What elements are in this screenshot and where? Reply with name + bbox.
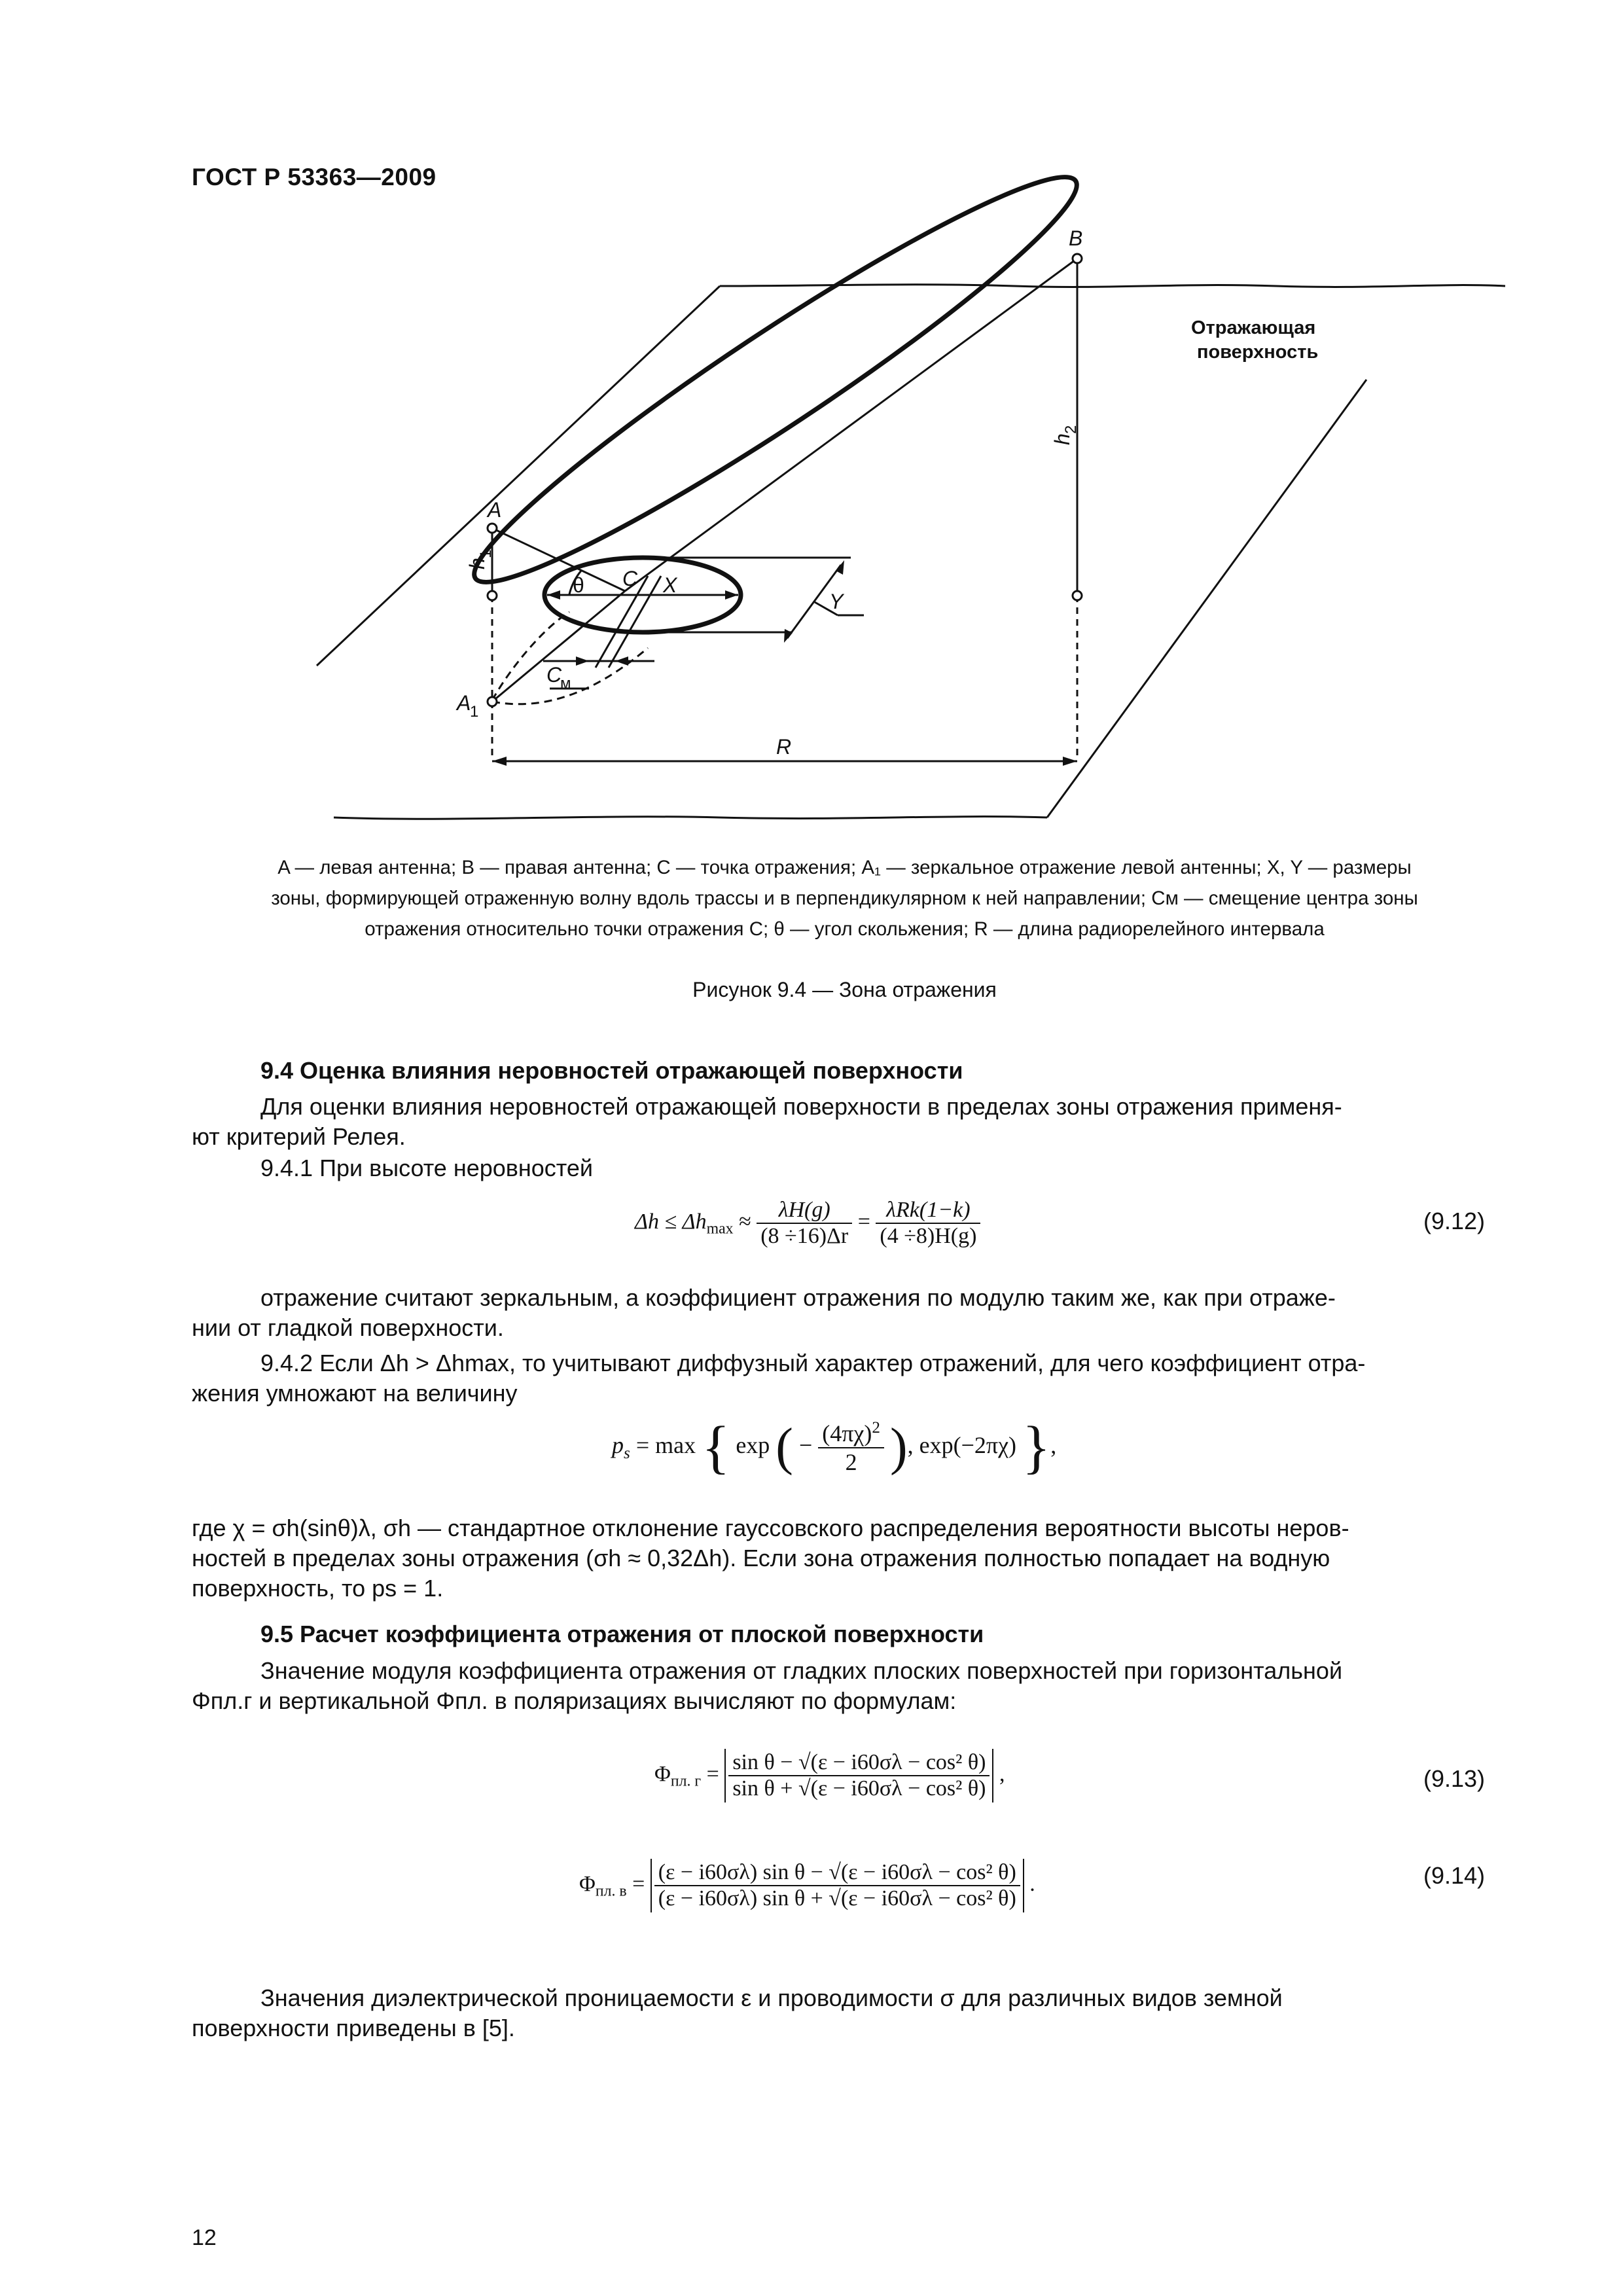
eq912-lhs: Δh ≤ Δh <box>635 1209 707 1234</box>
ground-wavy-bottom <box>334 817 1047 819</box>
s95-p2-line2: поверхности приведены в [5]. <box>192 2015 515 2041</box>
eq912-f2-den: (4 ÷8)H(g) <box>880 1224 977 1248</box>
equation-9-14 <box>579 1859 1035 1912</box>
equation-9-13 <box>654 1749 1005 1803</box>
label-r: R <box>776 735 792 759</box>
legend-line-2: зоны, формирующей отраженную волну вдоль трассы и в перпендикулярном к ней направлении; Cм — смещение центра зоны <box>271 888 1418 909</box>
figure-caption: Рисунок 9.4 — Зона отражения <box>692 978 997 1001</box>
x-arrow-left <box>547 590 560 600</box>
eq913-den: sin θ + √(ε − i60σλ − cos² θ) <box>732 1776 986 1801</box>
section-9-5-title: 9.5 Расчет коэффициента отражения от плоской поверхности <box>260 1621 984 1647</box>
y-arrow-bottom <box>784 629 793 643</box>
eq912-f2-num: λRk(1−k) <box>876 1198 980 1224</box>
equation-9-12 <box>635 1198 980 1249</box>
eq912-eq: = <box>857 1209 870 1234</box>
eq913-lhs: Φ <box>654 1761 671 1786</box>
ps-lhs: p <box>612 1431 624 1458</box>
label-a1: A <box>457 691 471 715</box>
ps-brace-close: } <box>1022 1415 1051 1480</box>
eq912-frac1 <box>757 1198 852 1249</box>
label-surface-1: Отражающая <box>1191 317 1316 338</box>
s95-p1-line2: Φпл.г и вертикальной Φпл. в поляризациях вычисляют по формулам: <box>192 1687 957 1714</box>
dashed-image-path <box>492 612 569 700</box>
eq914-tail: . <box>1029 1871 1035 1896</box>
section-9-4-title: 9.4 Оценка влияния неровностей отражающей поверхности <box>260 1057 963 1084</box>
fresnel-ellipsoid <box>450 141 1102 617</box>
equation-ps <box>612 1414 1056 1481</box>
s95-p1-line1: Значение модуля коэффициента отражения от гладких плоских поверхностей при горизонтальной <box>260 1657 1343 1684</box>
eq913-lhs-sub: пл. г <box>670 1772 702 1790</box>
eq912-lhs-sub: max <box>706 1220 734 1238</box>
antenna-a-base <box>488 591 497 600</box>
ray-c-to-b <box>625 259 1077 591</box>
s94-p1-line1: Для оценки влияния неровностей отражающей поверхности в пределах зоны отражения применя- <box>260 1093 1342 1120</box>
eq912-approx: ≈ <box>739 1209 751 1234</box>
surface-left-edge <box>317 286 720 666</box>
s94-p5-line1: где χ = σh(sinθ)λ, σh — стандартное отклонение гауссовского распределения вероятности высоты неров- <box>192 1515 1349 1541</box>
s94-p2: 9.4.1 При высоте неровностей <box>260 1155 594 1181</box>
s94-p3-line2: нии от гладкой поверхности. <box>192 1314 504 1341</box>
s94-p4-line2: жения умножают на величину <box>192 1380 518 1407</box>
label-a: A <box>488 498 502 522</box>
document-header: ГОСТ Р 53363—2009 <box>192 164 437 190</box>
antenna-a1-point <box>488 697 497 706</box>
eq913-num: sin θ − √(ε − i60σλ − cos² θ) <box>728 1750 990 1776</box>
label-y: Y <box>829 590 844 613</box>
eq914-eq: = <box>632 1871 645 1896</box>
eq914-lhs-sub: пл. в <box>595 1882 627 1900</box>
s94-p5-line3: поверхность, то ps = 1. <box>192 1575 444 1602</box>
label-surface-2: поверхность <box>1197 342 1319 363</box>
cm-arrow-left <box>576 656 589 666</box>
surface-right-edge <box>1047 380 1366 817</box>
eq914-frac <box>651 1859 1024 1912</box>
s94-p1-line2: ют критерий Релея. <box>192 1123 406 1150</box>
eq913-number: (9.13) <box>1423 1765 1486 1792</box>
x-arrow-right <box>725 590 738 600</box>
label-cm-sub: м <box>560 675 571 692</box>
label-h1-sub: 1 <box>477 549 495 558</box>
eq913-frac <box>724 1749 993 1803</box>
label-h2-sub: 2 <box>1062 425 1080 434</box>
antenna-b-base <box>1073 591 1082 600</box>
s94-p4-line1: 9.4.2 Если Δh > Δhmax, то учитывают диффузный характер отражений, для чего коэффициент отра- <box>260 1350 1366 1376</box>
ps-minus: − <box>798 1431 813 1458</box>
label-a1-sub: 1 <box>470 703 479 721</box>
antenna-a-point <box>488 524 497 533</box>
figure-legend <box>192 852 1497 944</box>
eq913-tail: , <box>999 1761 1005 1786</box>
label-x: X <box>663 573 677 597</box>
label-theta: θ <box>573 573 584 597</box>
label-h2: h <box>1050 433 1074 445</box>
ps-lhs-sub: s <box>624 1444 630 1462</box>
eq912-f1-den: (8 ÷16)Δr <box>760 1224 849 1248</box>
page-number: 12 <box>192 2225 217 2250</box>
r-arrow-left <box>492 757 507 766</box>
ps-den: 2 <box>845 1449 857 1475</box>
ps-exp1: exp <box>736 1431 770 1458</box>
eq914-num: (ε − i60σλ) sin θ − √(ε − i60σλ − cos² θ) <box>654 1860 1020 1886</box>
label-cm: C <box>546 663 562 687</box>
r-arrow-right <box>1063 757 1077 766</box>
label-b: B <box>1069 226 1083 250</box>
eq912-frac2 <box>876 1198 980 1249</box>
ps-num: (4πχ) <box>822 1420 872 1446</box>
ps-tail: , <box>1050 1431 1057 1458</box>
eq914-den: (ε − i60σλ) sin θ + √(ε − i60σλ − cos² θ) <box>658 1886 1016 1910</box>
ps-exp2: , exp(−2πχ) <box>907 1431 1017 1458</box>
legend-line-3: отражения относительно точки отражения C; θ — угол скольжения; R — длина радиорелейного интервала <box>365 918 1325 940</box>
ps-frac <box>818 1419 884 1476</box>
legend-line-1: A — левая антенна; B — правая антенна; C — точка отражения; A₁ — зеркальное отражение левой антенны; X, Y — размеры <box>277 857 1412 878</box>
eq914-lhs: Φ <box>579 1871 596 1896</box>
label-h1: h <box>465 558 489 569</box>
s94-p3-line1: отражение считают зеркальным, а коэффициент отражения по модулю таким же, как при отраже- <box>260 1284 1336 1311</box>
ps-eq: = max <box>635 1431 696 1458</box>
eq913-eq: = <box>706 1761 719 1786</box>
figure-reflection-zone <box>0 0 1623 851</box>
y-arrow-top <box>836 560 844 575</box>
label-c: C <box>622 567 638 590</box>
ps-num-wrap <box>818 1419 884 1448</box>
s94-p5-line2: ностей в пределах зоны отражения (σh ≈ 0,32Δh). Если зона отражения полностью попадает на водную <box>192 1545 1330 1571</box>
eq912-f1-num: λH(g) <box>757 1198 852 1224</box>
eq912-number: (9.12) <box>1423 1208 1486 1234</box>
ps-paren-open: ( <box>776 1418 793 1476</box>
eq914-number: (9.14) <box>1423 1862 1486 1889</box>
ps-num-sup: 2 <box>872 1419 880 1437</box>
ps-paren-close: ) <box>889 1418 908 1476</box>
ps-brace-open: { <box>702 1415 730 1480</box>
cm-arrow-right <box>615 656 628 666</box>
s95-p2-line1: Значения диэлектрической проницаемости ε и проводимости σ для различных видов земной <box>260 1984 1283 2011</box>
antenna-b-point <box>1073 254 1082 263</box>
